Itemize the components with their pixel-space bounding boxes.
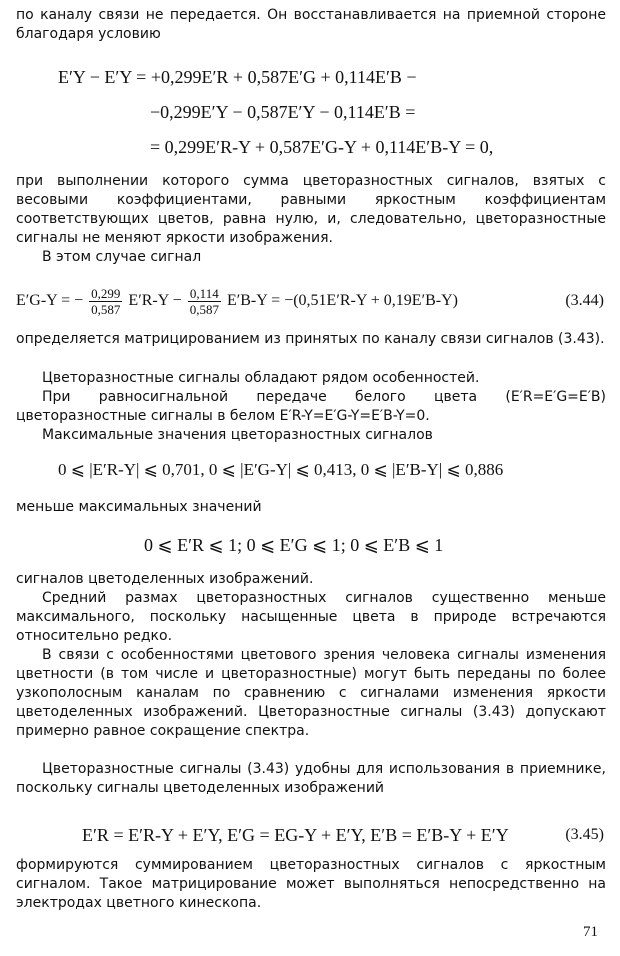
fraction-1-numerator: 0,299 [91, 286, 121, 301]
paragraph-condition: при выполнении которого сумма цветоразностных сигналов, взятых с весовыми коэффициентами, равными яркостным коэффициентам соответствующих цветов, равна нулю, и, следовательно, цветоразностные сигналы не меняют яркости изображения. [16, 173, 606, 246]
equation-number-3-44: (3.44) [565, 292, 604, 309]
fraction-2-numerator: 0,114 [188, 286, 221, 302]
paragraph-receiver: Цветоразностные сигналы (3.43) удобны для использования в приемнике, поскольку сигналы цветоделенных изображений [16, 761, 606, 796]
page-number: 71 [583, 924, 598, 940]
paragraph-average-swing: Средний размах цветоразностных сигналов существенно меньше максимального, поскольку насыщенные цвета в природе встречаются относительно редко. [16, 590, 606, 644]
fraction-2 [188, 286, 221, 317]
fraction-1-denominator: 0,587 [91, 302, 121, 317]
fraction-2-denominator: 0,587 [189, 302, 219, 317]
formula-eg-y [16, 286, 458, 317]
paragraph-in-this-case: В этом случае сигнал [42, 249, 202, 265]
formula-luminance-line2: −0,299E′Y − 0,587E′Y − 0,114E′B = [150, 102, 416, 122]
paragraph-features: Цветоразностные сигналы обладают рядом особенностей. [42, 370, 480, 386]
formula-luminance-line3: = 0,299E′R-Y + 0,587E′G-Y + 0,114E′B-Y = 0, [150, 137, 494, 157]
formula-color-ranges: 0 ⩽ E′R ⩽ 1; 0 ⩽ E′G ⩽ 1; 0 ⩽ E′B ⩽ 1 [144, 535, 444, 555]
paragraph-white: При равносигнальной передаче белого цвета (E′R=E′G=E′B) цветоразностные сигналы в белом E′R-Y=E′G-Y=E′B-Y=0. [16, 389, 606, 424]
paragraph-max-values: Максимальные значения цветоразностных сигналов [42, 427, 433, 443]
formula-luminance-line1: E′Y − E′Y = +0,299E′R + 0,587E′G + 0,114E′B − [58, 67, 417, 87]
paragraph-summation: формируются суммированием цветоразностных сигналов с яркостным сигналом. Такое матрицирование может выполняться непосредственно на электродах цветного кинескопа. [16, 857, 606, 911]
formula-diff-ranges: 0 ⩽ |E′R-Y| ⩽ 0,701, 0 ⩽ |E′G-Y| ⩽ 0,413, 0 ⩽ |E′B-Y| ⩽ 0,886 [58, 460, 504, 479]
formula-eg-y-left: E′G-Y = − [16, 292, 84, 310]
paragraph-intro: по каналу связи не передается. Он восстанавливается на приемной стороне благодаря условию [16, 7, 606, 42]
equation-number-3-45: (3.45) [565, 826, 604, 843]
paragraph-separated-signals: сигналов цветоделенных изображений. [16, 571, 314, 587]
formula-eg-y-mid: E′R-Y − [128, 292, 182, 310]
paragraph-less-than-max: меньше максимальных значений [16, 499, 262, 515]
formula-eg-y-right: E′B-Y = −(0,51E′R-Y + 0,19E′B-Y) [226, 292, 458, 310]
fraction-1 [89, 286, 122, 317]
paragraph-vision: В связи с особенностями цветового зрения человека сигналы изменения цветности (в том числе и цветоразностные) могут быть переданы по более узкополосным каналам по сравнению с сигналами изменения яркости цветоделенных изображений. Цветоразностные сигналы (3.43) допускают примерно равное сокращение спектра. [16, 647, 606, 739]
paragraph-matrixing: определяется матрицированием из принятых по каналу связи сигналов (3.43). [16, 331, 605, 347]
formula-reconstruction: E′R = E′R-Y + E′Y, E′G = EG-Y + E′Y, E′B = E′B-Y + E′Y [82, 825, 509, 845]
